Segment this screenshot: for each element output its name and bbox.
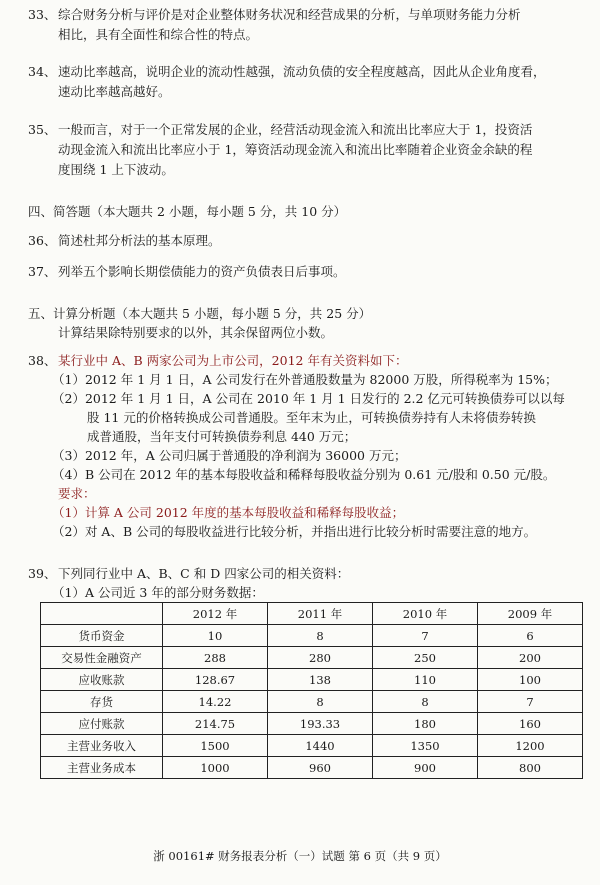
table-cell: 100 bbox=[478, 669, 583, 691]
table-cell: 6 bbox=[478, 625, 583, 647]
q38-item4: （4）B 公司在 2012 年的基本每股收益和稀释每股收益分别为 0.61 元/股和 0.50 元/股。 bbox=[52, 467, 556, 482]
table-cell: 800 bbox=[478, 757, 583, 779]
q38-item1: （1）2012 年 1 月 1 日，A 公司发行在外普通股数量为 82000 万股，所得税率为 15%； bbox=[52, 372, 558, 387]
q35-number: 35、 bbox=[28, 122, 57, 137]
q35-line1: 一般而言，对于一个正常发展的企业，经营活动现金流入和流出比率应大于 1，投资活 bbox=[58, 122, 533, 137]
table-header-row bbox=[41, 603, 583, 625]
q38-intro: 某行业中 A、B 两家公司为上市公司，2012 年有关资料如下： bbox=[58, 353, 408, 368]
table-cell: 193.33 bbox=[268, 713, 373, 735]
q38-number: 38、 bbox=[28, 353, 57, 368]
q38-requirements-label: 要求： bbox=[58, 486, 96, 501]
q38-item2-line1: （2）2012 年 1 月 1 日，A 公司在 2010 年 1 月 1 日发行的 2.2 亿元可转换债券可以以每 bbox=[52, 391, 565, 406]
q33-number: 33、 bbox=[28, 7, 57, 22]
q38-item3: （3）2012 年，A 公司归属于普通股的净利润为 36000 万元； bbox=[52, 448, 407, 463]
table-cell: 应收账款 bbox=[41, 669, 163, 691]
table-row bbox=[41, 757, 583, 779]
q33-line1: 综合财务分析与评价是对企业整体财务状况和经营成果的分析，与单项财务能力分析 bbox=[58, 7, 521, 22]
q39-intro: 下列同行业中 A、B、C 和 D 四家公司的相关资料： bbox=[58, 566, 350, 581]
page-footer: 浙 00161# 财务报表分析（一）试题 第 6 页（共 9 页） bbox=[153, 849, 447, 863]
table-header-cell: 2012 年 bbox=[163, 603, 268, 625]
section5-heading: 五、计算分析题（本大题共 5 小题，每小题 5 分，共 25 分） bbox=[28, 306, 372, 321]
table-cell: 存货 bbox=[41, 691, 163, 713]
q34-line1: 速动比率越高，说明企业的流动性越强，流动负债的安全程度越高，因此从企业角度看， bbox=[58, 64, 546, 79]
table-cell: 960 bbox=[268, 757, 373, 779]
table-cell: 128.67 bbox=[163, 669, 268, 691]
table-header-cell: 2010 年 bbox=[373, 603, 478, 625]
q38-requirement1: （1）计算 A 公司 2012 年度的基本每股收益和稀释每股收益； bbox=[52, 505, 405, 520]
q37-number: 37、 bbox=[28, 264, 57, 279]
table-cell: 14.22 bbox=[163, 691, 268, 713]
table-cell: 110 bbox=[373, 669, 478, 691]
financial-data-table bbox=[40, 602, 583, 779]
table-cell: 1200 bbox=[478, 735, 583, 757]
table-cell: 250 bbox=[373, 647, 478, 669]
table-cell: 交易性金融资产 bbox=[41, 647, 163, 669]
table-header-cell bbox=[41, 603, 163, 625]
table-cell: 214.75 bbox=[163, 713, 268, 735]
q35-line3: 度围绕 1 上下波动。 bbox=[58, 162, 174, 177]
table-cell: 8 bbox=[268, 691, 373, 713]
table-header-cell: 2011 年 bbox=[268, 603, 373, 625]
table-cell: 货币资金 bbox=[41, 625, 163, 647]
table-row bbox=[41, 691, 583, 713]
table-row bbox=[41, 735, 583, 757]
q33-line2: 相比，具有全面性和综合性的特点。 bbox=[58, 27, 259, 42]
table-header-cell: 2009 年 bbox=[478, 603, 583, 625]
table-row bbox=[41, 625, 583, 647]
table-cell: 主营业务收入 bbox=[41, 735, 163, 757]
table-cell: 1500 bbox=[163, 735, 268, 757]
table-row bbox=[41, 647, 583, 669]
q36-number: 36、 bbox=[28, 233, 57, 248]
section5-note: 计算结果除特别要求的以外，其余保留两位小数。 bbox=[58, 325, 334, 340]
table-cell: 138 bbox=[268, 669, 373, 691]
section4-heading: 四、简答题（本大题共 2 小题，每小题 5 分，共 10 分） bbox=[28, 204, 347, 219]
table-cell: 900 bbox=[373, 757, 478, 779]
table-cell: 200 bbox=[478, 647, 583, 669]
table-cell: 160 bbox=[478, 713, 583, 735]
q34-line2: 速动比率越高越好。 bbox=[58, 84, 171, 99]
table-cell: 1440 bbox=[268, 735, 373, 757]
table-cell: 8 bbox=[373, 691, 478, 713]
table-cell: 8 bbox=[268, 625, 373, 647]
q39-subitem1: （1）A 公司近 3 年的部分财务数据： bbox=[52, 585, 264, 600]
q35-line2: 动现金流入和流出比率应小于 1，筹资活动现金流入和流出比率随着企业资金余缺的程 bbox=[58, 142, 533, 157]
table-cell: 1000 bbox=[163, 757, 268, 779]
table-cell: 7 bbox=[478, 691, 583, 713]
table-cell: 应付账款 bbox=[41, 713, 163, 735]
table-row bbox=[41, 669, 583, 691]
table-row bbox=[41, 713, 583, 735]
table-cell: 7 bbox=[373, 625, 478, 647]
table-cell: 288 bbox=[163, 647, 268, 669]
q34-number: 34、 bbox=[28, 64, 57, 79]
table-cell: 180 bbox=[373, 713, 478, 735]
q38-requirement2: （2）对 A、B 公司的每股收益进行比较分析，并指出进行比较分析时需要注意的地方。 bbox=[52, 524, 537, 539]
table-cell: 10 bbox=[163, 625, 268, 647]
q38-item2-line3: 成普通股，当年支付可转换债券利息 440 万元； bbox=[87, 429, 357, 444]
q38-item2-line2: 股 11 元的价格转换成公司普通股。至年末为止，可转换债券持有人未将债券转换 bbox=[87, 410, 536, 425]
table-cell: 主营业务成本 bbox=[41, 757, 163, 779]
table-cell: 280 bbox=[268, 647, 373, 669]
q37-text: 列举五个影响长期偿债能力的资产负债表日后事项。 bbox=[58, 264, 346, 279]
q39-number: 39、 bbox=[28, 566, 57, 581]
q36-text: 简述杜邦分析法的基本原理。 bbox=[58, 233, 221, 248]
table-cell: 1350 bbox=[373, 735, 478, 757]
